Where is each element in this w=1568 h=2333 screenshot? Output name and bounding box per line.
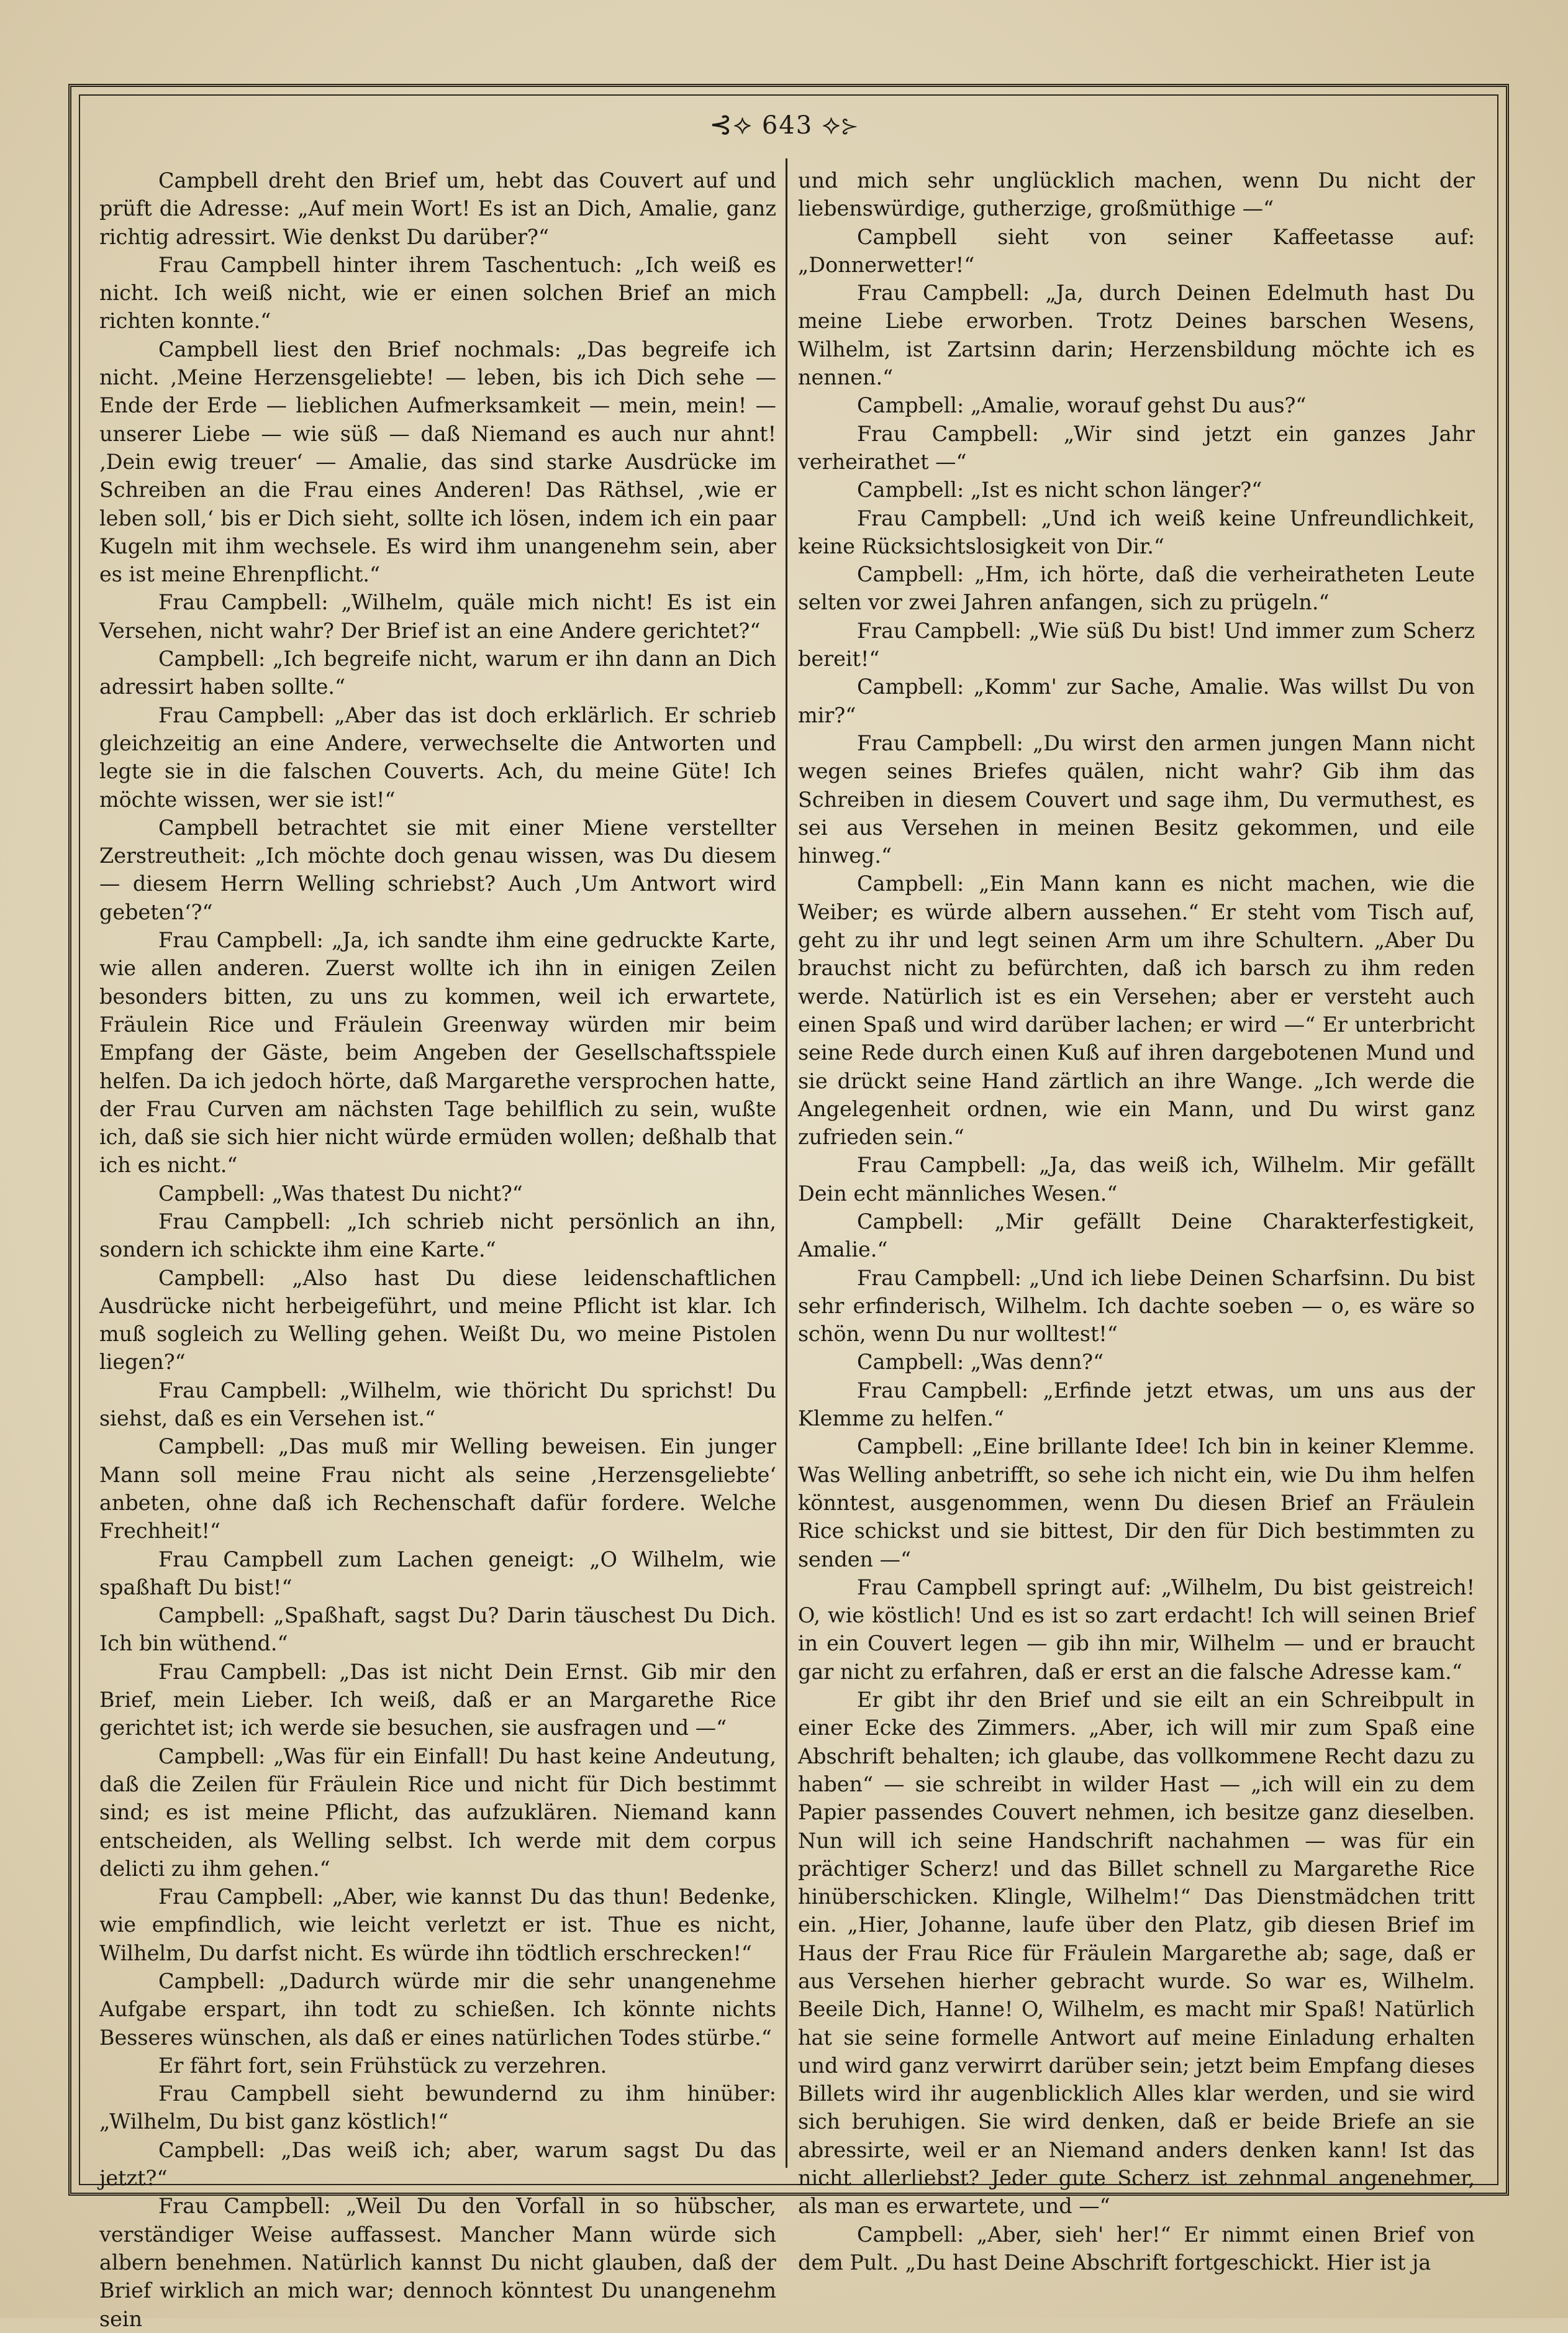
paragraph: Frau Campbell: „Ja, das weiß ich, Wilhelm. Mir gefällt Dein echt männliches Wesen.“ xyxy=(798,1153,1475,1206)
paragraph: Campbell: „Komm' zur Sache, Amalie. Was willst Du von mir?“ xyxy=(798,675,1475,727)
paragraph: Frau Campbell: „Ja, ich sandte ihm eine gedruckte Karte, wie allen anderen. Zuerst wollte ich ihn in einigen Zeilen besonders bitten, zu uns zu kommen, weil ich erwartete, Fräulein Rice und Fräulein Greenway würden mir beim Empfang der Gäste, beim Angeben der Gesellschaftsspiele helfen. Da ich jedoch hörte, daß Margarethe versprochen hatte, der Frau Curven am nächsten Tage behilflich zu sein, wußte ich, daß sie sich hier nicht würde ermüden wollen; deßhalb that ich es nicht.“ xyxy=(99,928,776,1178)
paragraph: Frau Campbell: „Wie süß Du bist! Und immer zum Scherz bereit!“ xyxy=(798,618,1475,671)
paragraph: Campbell: „Amalie, worauf gehst Du aus?“ xyxy=(857,393,1307,418)
paragraph: Campbell: „Ist es nicht schon länger?“ xyxy=(857,478,1262,503)
paragraph: Frau Campbell: „Und ich liebe Deinen Scharfsinn. Du bist sehr erfinderisch, Wilhelm. Ich dachte soeben — o, es wäre so schön, wenn Du nur wolltest!“ xyxy=(798,1265,1475,1347)
paragraph: Frau Campbell hinter ihrem Taschentuch: „Ich weiß es nicht. Ich weiß nicht, wie er einen solchen Brief an mich richten konnte.“ xyxy=(99,252,776,334)
paragraph: Campbell: „Also hast Du diese leidenschaftlichen Ausdrücke nicht herbeigeführt, und meine Pflicht ist klar. Ich muß sogleich zu Welling gehen. Weißt Du, wo meine Pistolen liegen?“ xyxy=(99,1265,776,1375)
paragraph: Frau Campbell: „Das ist nicht Dein Ernst. Gib mir den Brief, mein Lieber. Ich weiß, daß er an Margarethe Rice gerichtet ist; ich werde sie besuchen, sie ausfragen und —“ xyxy=(99,1659,776,1740)
paragraph: Frau Campbell: „Aber das ist doch erklärlich. Er schrieb gleichzeitig an eine Andere, verwechselte die Antworten und legte sie in die falschen Couverts. Ach, du meine Güte! Ich möchte wissen, wer sie ist!“ xyxy=(99,703,776,812)
paragraph: Campbell: „Das weiß ich; aber, warum sagst Du das jetzt?“ xyxy=(99,2137,776,2191)
paragraph: Campbell: „Dadurch würde mir die sehr unangenehme Aufgabe erspart, ihn todt zu schießen. Ich könnte nichts Besseres wünschen, als daß er eines natürlichen Todes stürbe.“ xyxy=(99,1969,776,2050)
paragraph: Campbell betrachtet sie mit einer Miene verstellter Zerstreutheit: „Ich möchte doch genau wissen, was Du diesem — diesem Herrn Welling schriebst? Auch ‚Um Antwort wird gebeten‘?“ xyxy=(99,815,776,924)
paragraph: Frau Campbell: „Und ich weiß keine Unfreundlichkeit, keine Rücksichtslosigkeit von Dir.“ xyxy=(798,506,1475,558)
paragraph: Frau Campbell: „Wilhelm, quäle mich nicht! Es ist ein Versehen, nicht wahr? Der Brief ist an eine Andere gerichtet?“ xyxy=(99,590,776,643)
page-number: 643 xyxy=(761,111,813,140)
paragraph: Campbell: „Ich begreife nicht, warum er ihn dann an Dich adressirt haben sollte.“ xyxy=(99,647,776,699)
paragraph: Frau Campbell: „Ich schrieb nicht persönlich an ihn, sondern ich schickte ihm eine Karte.“ xyxy=(99,1209,776,1262)
left-column xyxy=(99,166,776,2331)
left-ornament-icon: ⊰⟡ xyxy=(709,109,753,140)
paragraph: Frau Campbell: „Wir sind jetzt ein ganzes Jahr verheirathet —“ xyxy=(798,421,1475,474)
paragraph: Frau Campbell: „Aber, wie kannst Du das thun! Bedenke, wie empfindlich, wie leicht verletzt er ist. Thue es nicht, Wilhelm, Du darfst nicht. Es würde ihn tödtlich erschrecken!“ xyxy=(99,1885,776,1965)
paragraph: Frau Campbell: „Du wirst den armen jungen Mann nicht wegen seines Briefes quälen, nicht wahr? Gib ihm das Schreiben in diesem Couvert und sage ihm, Du vermuthest, es sei aus Versehen in meinen Besitz gekommen, und eile hinweg.“ xyxy=(798,730,1475,868)
column-divider xyxy=(786,158,787,2168)
paragraph: Campbell: „Was denn?“ xyxy=(857,1350,1104,1375)
paragraph: Frau Campbell springt auf: „Wilhelm, Du bist geistreich! O, wie köstlich! Und es ist so zart erdacht! Ich will seinen Brief in ein Couvert legen — gib ihn mir, Wilhelm — und er braucht gar nicht zu erfahren, daß er erst an die falsche Adresse kam.“ xyxy=(798,1575,1475,1684)
paragraph: Frau Campbell: „Wilhelm, wie thöricht Du sprichst! Du siehst, daß es ein Versehen ist.“ xyxy=(99,1378,776,1431)
paragraph: Frau Campbell: „Weil Du den Vorfall in so hübscher, verständiger Weise auffassest. Mancher Mann würde sich albern benehmen. Natürlich kannst Du nicht glauben, daß der Brief wirklich an mich war; dennoch könntest Du unangenehm sein xyxy=(99,2194,776,2331)
paragraph: Campbell: „Spaßhaft, sagst Du? Darin täuschest Du Dich. Ich bin wüthend.“ xyxy=(99,1603,776,1656)
right-ornament-icon: ⟡⊱ xyxy=(822,109,859,140)
paragraph: Campbell: „Hm, ich hörte, daß die verheiratheten Leute selten vor zwei Jahren anfangen, sich zu prügeln.“ xyxy=(798,562,1475,615)
paragraph: Campbell liest den Brief nochmals: „Das begreife ich nicht. ‚Meine Herzensgeliebte! — leben, bis ich Dich sehe — Ende der Erde — lieblichen Aufmerksamkeit — mein, mein! — unserer Liebe — wie süß — daß Niemand es auch nur ahnt! ‚Dein ewig treuer‘ — Amalie, das sind starke Ausdrücke im Schreiben an die Frau eines Anderen! Das Räthsel, ‚wie er leben soll,‘ bis er Dich sieht, sollte ich lösen, indem ich ein paar Kugeln mit ihm wechsele. Es wird ihm unangenehm sein, aber es ist meine Ehrenpflicht.“ xyxy=(99,337,776,587)
paragraph: Campbell dreht den Brief um, hebt das Couvert auf und prüft die Adresse: „Auf mein Wort! Es ist an Dich, Amalie, ganz richtig adressirt. Wie denkst Du darüber?“ xyxy=(99,168,776,249)
paragraph: Frau Campbell zum Lachen geneigt: „O Wilhelm, wie spaßhaft Du bist!“ xyxy=(99,1547,776,1599)
right-column xyxy=(798,166,1475,2275)
paragraph: Er gibt ihr den Brief und sie eilt an ein Schreibpult in einer Ecke des Zimmers. „Aber, ich will mir zum Spaß eine Abschrift behalten; ich glaube, das vollkommene Recht dazu zu haben“ — sie schreibt in wilder Hast — „ich will ein zu dem Papier passendes Couvert nehmen, ich besitze ganz dieselben. Nun will ich seine Handschrift nachahmen — was für ein prächtiger Scherz! und das Billet schnell zu Margarethe Rice hinüberschicken. Klingle, Wilhelm!“ Das Dienstmädchen tritt ein. „Hier, Johanne, laufe über den Platz, gib diesen Brief im Haus der Frau Rice für Fräulein Margarethe ab; sage, daß er aus Versehen hierher gebracht wurde. So war es, Wilhelm. Beeile Dich, Hanne! O, Wilhelm, es macht mir Spaß! Natürlich hat sie seine formelle Antwort auf meine Einladung erhalten und wird ganz verwirrt darüber sein; jetzt beim Empfang dieses Billets wird ihr augenblicklich Alles klar werden, und sie wird sich beruhigen. Sie wird denken, daß er beide Briefe an sie abressirte, weil er an Niemand anders denken kann! Ist das nicht allerliebst? Jeder gute Scherz ist zehnmal angenehmer, als man es erwartete, und —“ xyxy=(798,1688,1475,2219)
paragraph: Campbell sieht von seiner Kaffeetasse auf: „Donnerwetter!“ xyxy=(798,224,1475,277)
paragraph: Campbell: „Was thatest Du nicht?“ xyxy=(158,1181,523,1206)
paragraph: Frau Campbell: „Erfinde jetzt etwas, um uns aus der Klemme zu helfen.“ xyxy=(798,1378,1475,1431)
paragraph: Campbell: „Aber, sieh' her!“ Er nimmt einen Brief von dem Pult. „Du hast Deine Abschrift fortgeschickt. Hier ist ja xyxy=(798,2222,1475,2275)
paragraph: und mich sehr unglücklich machen, wenn Du nicht der liebenswürdige, gutherzige, großmüthige —“ xyxy=(798,168,1475,221)
paragraph: Frau Campbell sieht bewundernd zu ihm hinüber: „Wilhelm, Du bist ganz köstlich!“ xyxy=(99,2081,776,2134)
paragraph: Er fährt fort, sein Frühstück zu verzehren. xyxy=(158,2053,607,2078)
paragraph: Campbell: „Das muß mir Welling beweisen. Ein junger Mann soll meine Frau nicht als seine ‚Herzensgeliebte‘ anbeten, ohne daß ich Rechenschaft dafür fordere. Welche Frechheit!“ xyxy=(99,1434,776,1544)
page-number-header xyxy=(0,109,1568,140)
paragraph: Campbell: „Eine brillante Idee! Ich bin in keiner Klemme. Was Welling anbetrifft, so sehe ich nicht ein, wie Du ihm helfen könntest, ausgenommen, wenn Du diesen Brief an Fräulein Rice schickst und sie bittest, Dir den für Dich bestimmten zu senden —“ xyxy=(798,1434,1475,1571)
paragraph: Campbell: „Was für ein Einfall! Du hast keine Andeutung, daß die Zeilen für Fräulein Rice und nicht für Dich bestimmt sind; es ist meine Pflicht, das aufzuklären. Niemand kann entscheiden, als Welling selbst. Ich werde mit dem corpus delicti zu ihm gehen.“ xyxy=(99,1744,776,1881)
paragraph: Campbell: „Mir gefällt Deine Charakterfestigkeit, Amalie.“ xyxy=(798,1209,1475,1262)
paragraph: Frau Campbell: „Ja, durch Deinen Edelmuth hast Du meine Liebe erworben. Trotz Deines barschen Wesens, Wilhelm, ist Zartsinn darin; Herzensbildung möchte ich es nennen.“ xyxy=(798,281,1475,390)
paragraph: Campbell: „Ein Mann kann es nicht machen, wie die Weiber; es würde albern aussehen.“ Er steht vom Tisch auf, geht zu ihr und legt seinen Arm um ihre Schultern. „Aber Du brauchst nicht zu befürchten, daß ich barsch zu ihm reden werde. Natürlich ist es ein Versehen; aber er versteht auch einen Spaß und wird darüber lachen; er wird —“ Er unterbricht seine Rede durch einen Kuß auf ihren dargebotenen Mund und sie drückt seine Hand zärtlich an ihre Wange. „Ich werde die Angelegenheit ordnen, wie ein Mann, und Du wirst ganz zufrieden sein.“ xyxy=(798,871,1475,1150)
